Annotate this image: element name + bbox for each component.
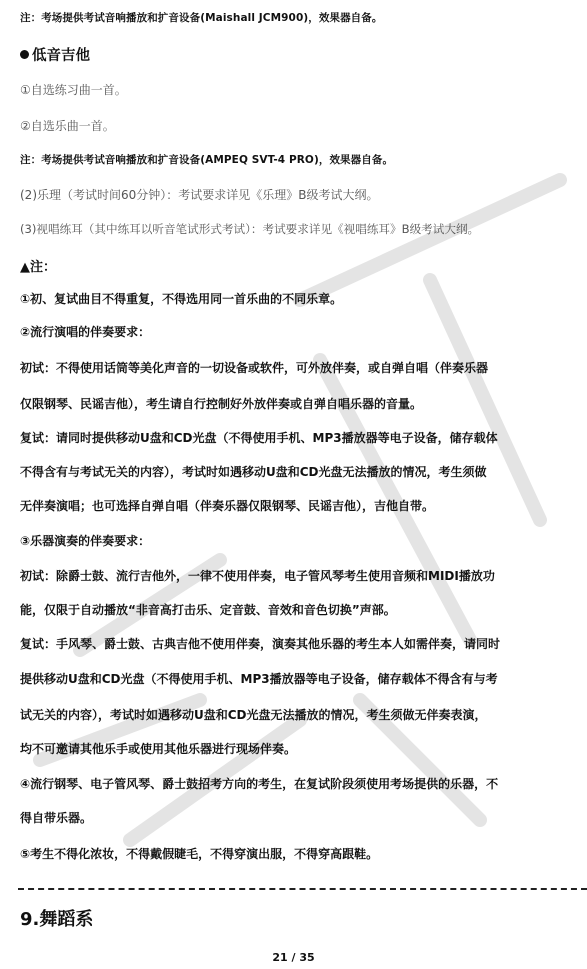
- exam-line-solfege: (3)视唱练耳（其中练耳以听音笔试形式考试）：考试要求详见《视唱练耳》B级考试大纲。: [20, 222, 480, 236]
- paragraph-line: 能，仅限于自动播放“非音高打击乐、定音鼓、音效和音色切换”声部。: [20, 603, 396, 617]
- note-item-3: ③乐器演奏的伴奏要求：: [20, 534, 151, 548]
- subsection-heading-text: 低音吉他: [32, 48, 90, 64]
- paragraph-line: 均不可邀请其他乐手或使用其他乐器进行现场伴奏。: [20, 742, 297, 756]
- note-item-1: ①初、复试曲目不得重复，不得选用同一首乐曲的不同乐章。: [20, 292, 343, 306]
- note-item-2: ②流行演唱的伴奏要求：: [20, 325, 151, 339]
- paragraph-line: 不得含有与考试无关的内容），考试时如遇移动U盘和CD光盘无法播放的情况，考生须做: [20, 465, 487, 479]
- dashed-divider: [18, 888, 587, 890]
- section-title: 9.舞蹈系: [20, 909, 94, 930]
- page-number: 21 / 35: [272, 951, 315, 964]
- item-line-1: ①自选练习曲一首。: [20, 83, 127, 97]
- paragraph-line: 得自带乐器。: [20, 811, 93, 825]
- note-line-2: 注：考场提供考试音响播放和扩音设备(AMPEQ SVT-4 PRO)，效果器自备。: [20, 154, 394, 166]
- subsection-heading: [20, 44, 90, 65]
- notes-heading: ▲注：: [20, 260, 56, 275]
- paragraph-line: 试无关的内容），考试时如遇移动U盘和CD光盘无法播放的情况，考生须做无伴奏表演，: [20, 708, 487, 722]
- note-line-1: 注：考场提供考试音响播放和扩音设备(Maishall JCM900)，效果器自备。: [20, 12, 383, 24]
- paragraph-line: 复试：请同时提供移动U盘和CD光盘（不得使用手机、MP3播放器等电子设备，储存载体: [20, 431, 498, 445]
- paragraph-line: 初试：除爵士鼓、流行吉他外，一律不使用伴奏，电子管风琴考生使用音频和MIDI播放功: [20, 569, 495, 583]
- paragraph-line: 仅限钢琴、民谣吉他），考生请自行控制好外放伴奏或自弹自唱乐器的音量。: [20, 397, 423, 411]
- bullet-icon: [20, 50, 29, 59]
- note-item-5: ⑤考生不得化浓妆，不得戴假睫毛，不得穿演出服，不得穿高跟鞋。: [20, 847, 379, 861]
- paragraph-line: 初试：不得使用话筒等美化声音的一切设备或软件，可外放伴奏，或自弹自唱（伴奏乐器: [20, 361, 489, 375]
- item-line-2: ②自选乐曲一首。: [20, 119, 115, 133]
- paragraph-line: 提供移动U盘和CD光盘（不得使用手机、MP3播放器等电子设备，储存载体不得含有与考: [20, 672, 498, 686]
- exam-line-theory: (2)乐理（考试时间60分钟）：考试要求详见《乐理》B级考试大纲。: [20, 188, 379, 202]
- note-item-4: ④流行钢琴、电子管风琴、爵士鼓招考方向的考生，在复试阶段须使用考场提供的乐器，不: [20, 777, 499, 791]
- paragraph-line: 复试：手风琴、爵士鼓、古典吉他不使用伴奏，演奏其他乐器的考生本人如需伴奏，请同时: [20, 637, 501, 651]
- paragraph-line: 无伴奏演唱；也可选择自弹自唱（伴奏乐器仅限钢琴、民谣吉他），吉他自带。: [20, 499, 435, 513]
